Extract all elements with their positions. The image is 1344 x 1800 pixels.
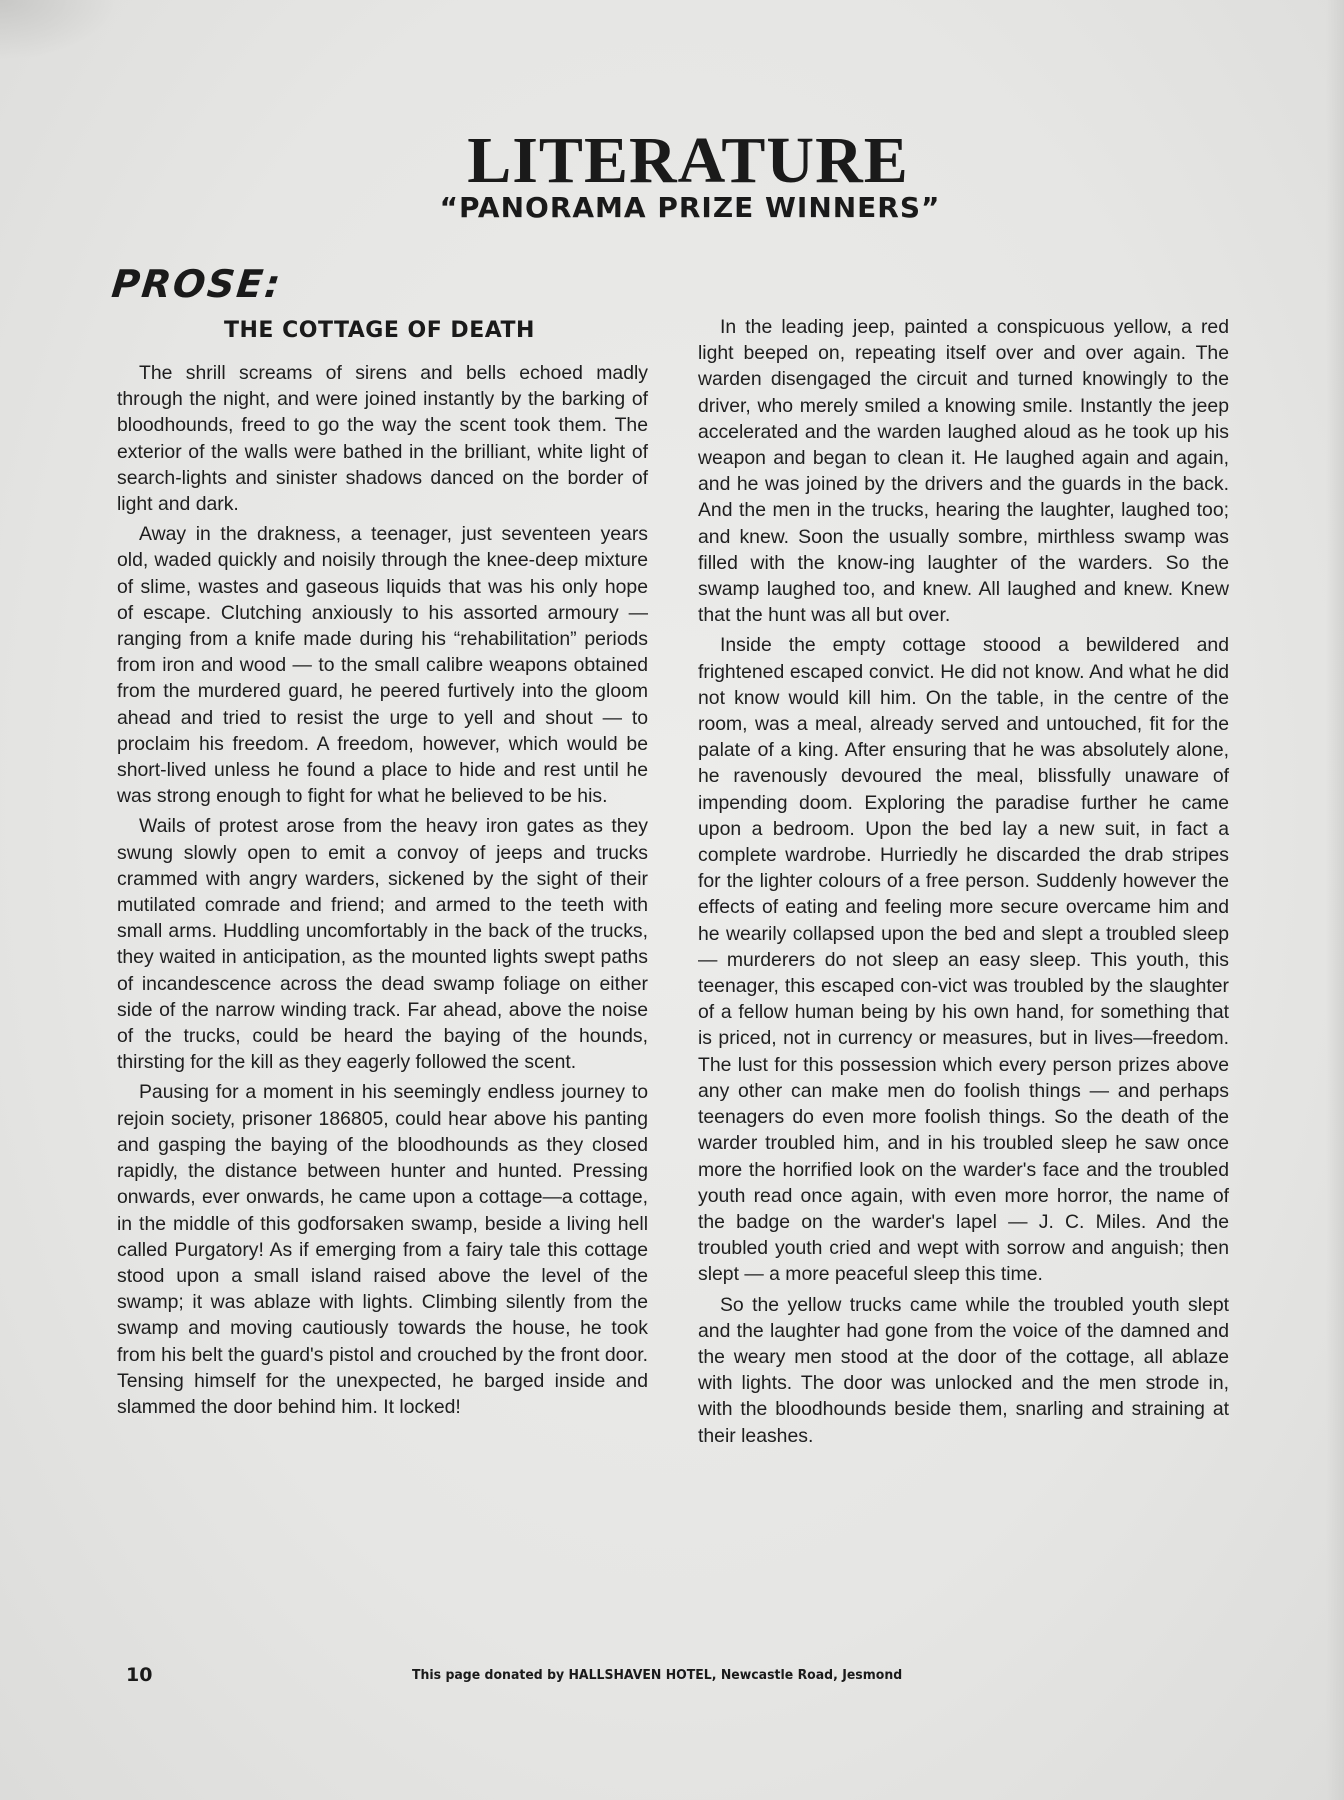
right-column	[698, 314, 1229, 1453]
page-title: LITERATURE	[467, 124, 909, 197]
paragraph: So the yellow trucks came while the troubled youth slept and the laughter had gone from the voice of the damned and the weary men stood at the door of the cottage, all ablaze with lights. The door was unlocked and the men strode in, with the bloodhounds beside them, snarling and straining at their leashes.	[698, 1293, 1229, 1447]
paragraph: In the leading jeep, painted a conspicuous yellow, a red light beeped on, repeating itself over and over again. The warden disengaged the circuit and turned knowingly to the driver, who merely smiled a knowing smile. Instantly the jeep accelerated and the warden laughed aloud as he took up his weapon and began to clean it. He laughed again and again, and he was joined by the drivers and the guards in the back. And the men in the trucks, hearing the laughter, laughed too; and knew. Soon the usually sombre, mirthless swamp was filled with the know-ing laughter of the warders. So the swamp laughed too, and knew. All laughed and knew. Knew that the hunt was all but over.	[698, 316, 1229, 627]
footer-credit: This page donated by HALLSHAVEN HOTEL, Newcastle Road, Jesmond	[412, 1668, 903, 1683]
paragraph: The shrill screams of sirens and bells echoed madly through the night, and were joined instantly by the barking of bloodhounds, freed to go the way the scent took them. The exterior of the walls were bathed in the brilliant, white light of search-lights and sinister shadows danced on the border of light and dark.	[117, 362, 648, 516]
page-subtitle: “PANORAMA PRIZE WINNERS”	[439, 191, 941, 224]
paragraph: Inside the empty cottage stoood a bewildered and frightened escaped convict. He did not know. And what he did not know would kill him. On the table, in the centre of the room, was a meal, already served and untouched, fit for the palate of a king. After ensuring that he was absolutely alone, he ravenously devoured the meal, blissfully unaware of impending doom. Exploring the paradise further he came upon a bedroom. Upon the bed lay a new suit, in fact a complete wardrobe. Hurriedly he discarded the drab stripes for the lighter colours of a free person. Suddenly however the effects of eating and feeling more secure overcame him and he wearily collapsed upon the bed and slept a troubled sleep — murderers do not sleep an easy sleep. This youth, this teenager, this escaped con-vict was troubled by the slaughter of a fellow human being by his own hand, for something that is priced, not in currency or measures, but in lives—freedom. The lust for this possession which every person prizes above any other can make men do foolish things — and perhaps teenagers do even more foolish things. So the death of the warder troubled him, and in his troubled sleep he saw once more the horrified look on the warder's face and the troubled youth read once again, with even more horror, the name of the badge on the warder's lapel — J. C. Miles. And the troubled youth cried and wept with sorrow and anguish; then slept — a more peaceful sleep this time.	[698, 634, 1229, 1286]
page-number: 10	[126, 1664, 153, 1686]
masthead	[0, 124, 1344, 224]
section-label: PROSE:	[109, 262, 285, 306]
paragraph: Away in the drakness, a teenager, just seventeen years old, waded quickly and noisily through the knee-deep mixture of slime, wastes and gaseous liquids that was his only hope of escape. Clutching anxiously to his assorted armoury — ranging from a knife made during his “rehabilitation” periods from iron and wood — to the small calibre weapons obtained from the murdered guard, he peered furtively into the gloom ahead and tried to resist the urge to yell and shout — to proclaim his freedom. A freedom, however, which would be short-lived unless he found a place to hide and rest until he was strong enough to fight for what he believed to be his.	[117, 523, 648, 808]
paragraph: Wails of protest arose from the heavy iron gates as they swung slowly open to emit a convoy of jeeps and trucks crammed with angry warders, sickened by the sight of their mutilated comrade and friend; and armed to the teeth with small arms. Huddling uncomfortably in the back of the trucks, they waited in anticipation, as the mounted lights swept paths of incandescence across the dead swamp foliage on either side of the narrow winding track. Far ahead, above the noise of the trucks, could be heard the baying of the hounds, thirsting for the kill as they eagerly followed the scent.	[117, 815, 648, 1074]
paragraph: Pausing for a moment in his seemingly endless journey to rejoin society, prisoner 186805, could hear above his panting and gasping the baying of the bloodhounds as they closed rapidly, the distance between hunter and hunted. Pressing onwards, ever onwards, he came upon a cottage—a cottage, in the middle of this godforsaken swamp, beside a living hell called Purgatory! As if emerging from a fairy tale this cottage stood upon a small island raised above the level of the swamp; it was ablaze with lights. Climbing silently from the swamp and moving cautiously towards the house, he took from his belt the guard's pistol and crouched by the front door. Tensing himself for the unexpected, he barged inside and slammed the door behind him. It locked!	[117, 1081, 648, 1418]
left-column	[117, 360, 648, 1424]
story-title: THE COTTAGE OF DEATH	[224, 318, 535, 343]
